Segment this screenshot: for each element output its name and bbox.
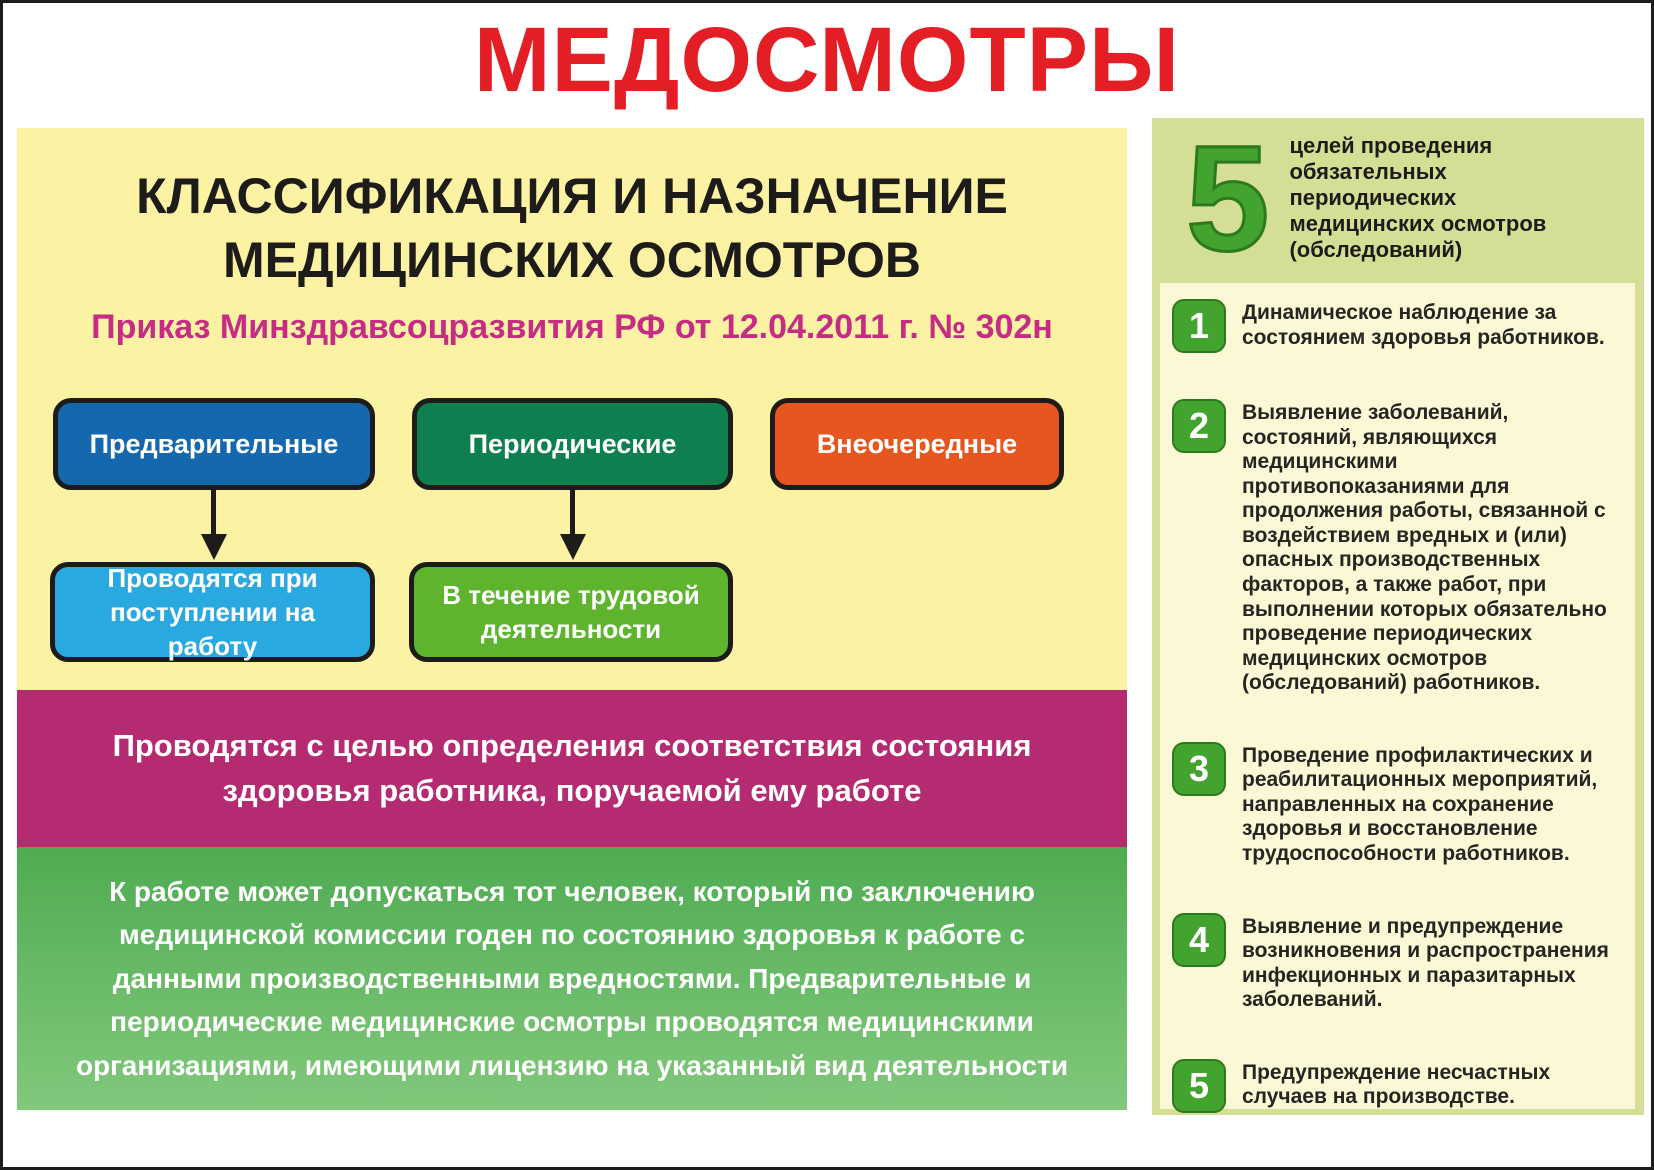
goals-panel [1152,114,1644,1115]
goal-text: Проведение профилактических и реабилитационных мероприятий, направленных на сохранение здоровья и восстановление трудоспособности работников. [1242,743,1598,865]
goal-text: Предупреждение несчастных случаев на производстве. [1242,1060,1551,1109]
purpose-banner [17,690,1127,847]
category-extraordinary-label: Внеочередные [816,428,1018,459]
category-periodic-label: Периодические [468,428,677,459]
goal-item-3 [1172,742,1621,867]
category-extraordinary-box [770,398,1064,490]
goal-item-2 [1172,399,1621,696]
purpose-banner-text: Проводятся с целью определения соответствия состояния здоровья работника, поручаемой ему работе [112,727,1032,808]
goals-count-caption: целей проведения обязательных периодических медицинских осмотров (обследований) [1289,133,1547,262]
preliminary-note-label: Проводятся при поступлении на работу [107,562,318,662]
goal-number-badge: 4 [1172,913,1226,967]
preliminary-note-box [50,562,375,662]
down-arrow-icon [211,490,216,536]
admission-banner [17,847,1127,1110]
classification-heading: КЛАССИФИКАЦИЯ И НАЗНАЧЕНИЕ МЕДИЦИНСКИХ ОСМОТРОВ [136,168,1008,288]
order-reference: Приказ Минздравсоцразвития РФ от 12.04.2011 г. № 302н [91,308,1053,346]
goal-text: Выявление и предупреждение возникновения и распространения инфекционных и паразитарных заболеваний. [1242,914,1609,1012]
goal-item-4 [1172,913,1621,1013]
category-periodic-box [412,398,733,490]
classification-panel [17,128,1127,690]
goals-count: 5 [1186,114,1270,282]
goals-list [1160,283,1635,1109]
goal-number-badge: 1 [1172,299,1226,353]
down-arrow-icon [570,490,575,536]
category-preliminary-label: Предварительные [89,428,339,459]
poster-title: МЕДОСМОТРЫ [473,9,1181,111]
goal-item-1 [1172,299,1621,353]
goal-item-5 [1172,1059,1621,1113]
periodic-note-label: В течение трудовой деятельности [442,579,700,644]
admission-banner-text: К работе может допускаться тот человек, который по заключению медицинской комиссии годен по состоянию здоровья к работе с данными производственными вредностями. Предварительные и периодические медицинские осмотры проводятся медицинскими организациями, имеющими лицензию на указанный вид деятельности [75,876,1069,1081]
category-preliminary-box [53,398,375,490]
goal-number-badge: 3 [1172,742,1226,796]
periodic-note-box [409,562,733,662]
goals-panel-header [1152,114,1644,282]
goal-number-badge: 2 [1172,399,1226,453]
goal-text: Выявление заболеваний, состояний, являющихся медицинскими противопоказаниями для продолжения работы, связанной с воздействием вредных и (или) опасных производственных факторов, а также работ, при выполнении которых обязательно проведение периодических медицинских осмотров (обследований) работников. [1242,401,1607,695]
goal-text: Динамическое наблюдение за состоянием здоровья работников. [1242,301,1605,349]
goal-number-badge: 5 [1172,1059,1226,1113]
